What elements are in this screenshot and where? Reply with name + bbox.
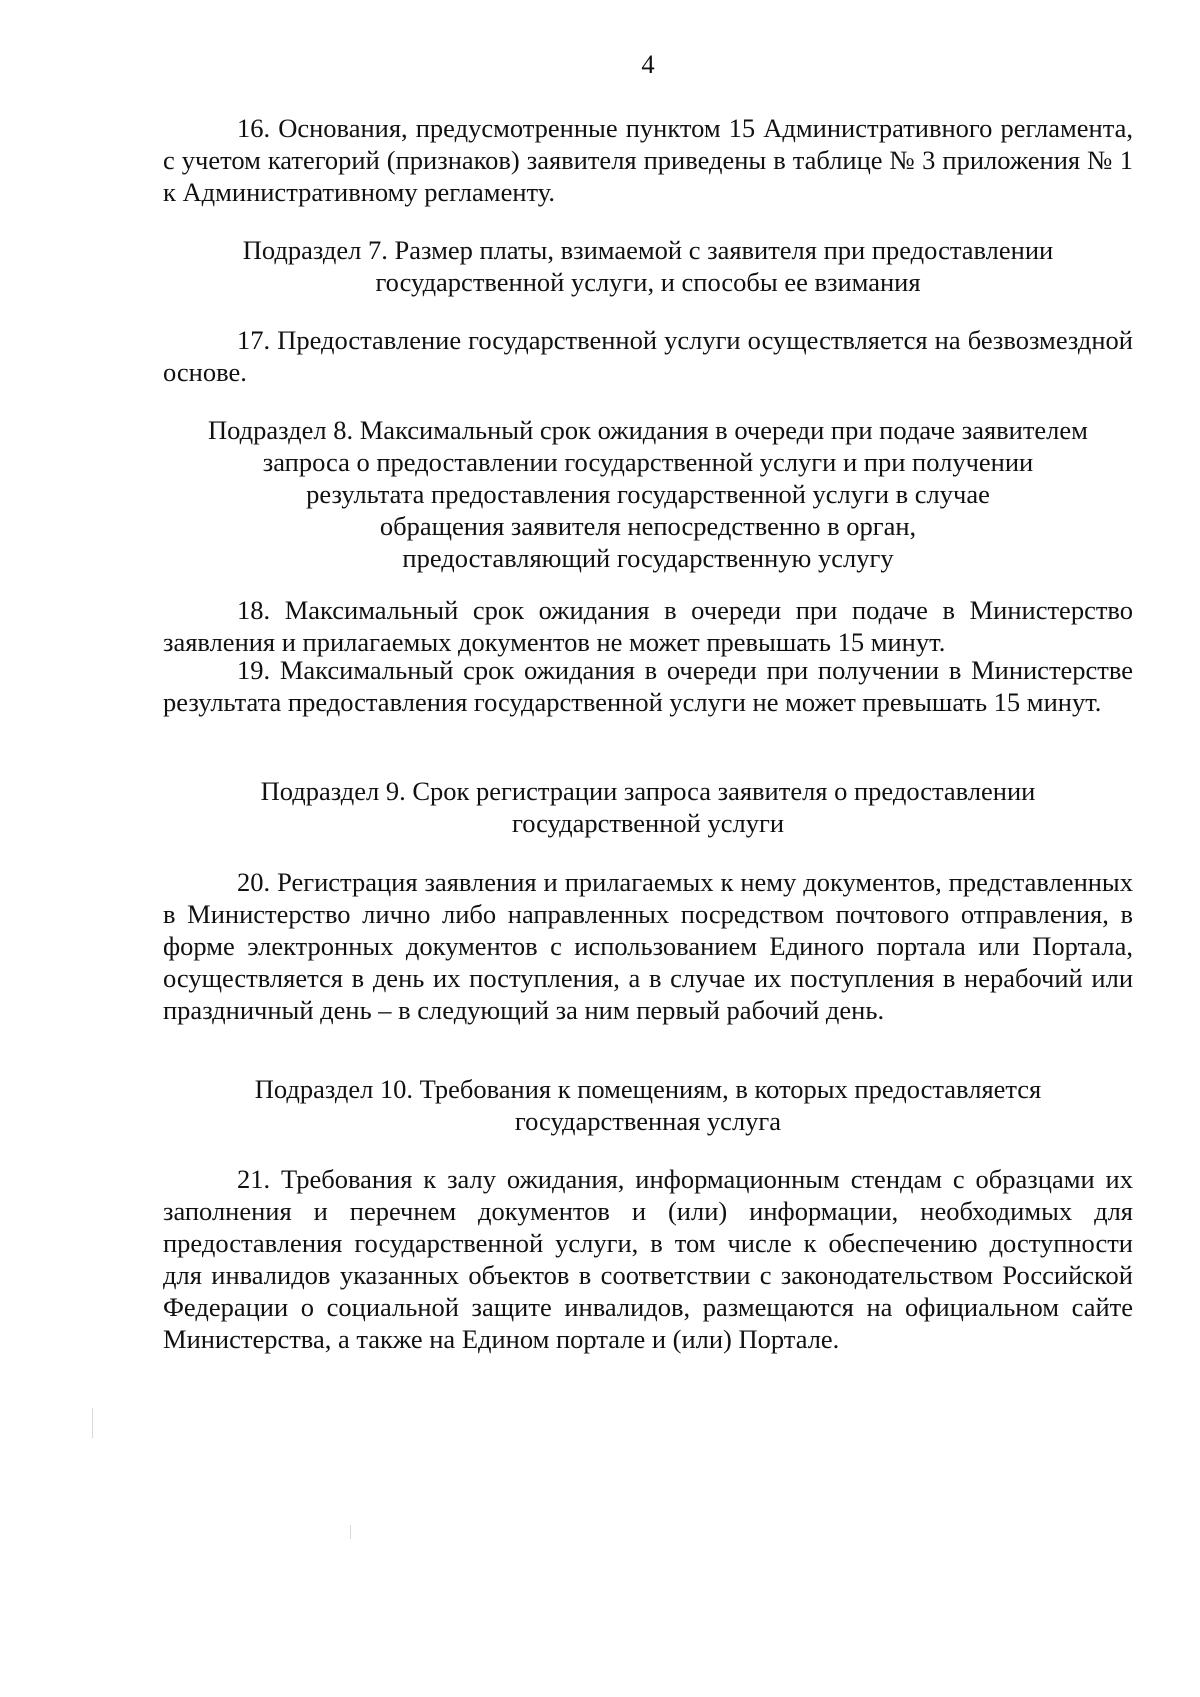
heading-subsection-8 [163, 414, 1133, 574]
paragraph-20-text: 20. Регистрация заявления и прилагаемых к нему документов, представленных в Министерство лично либо направленных посредством почтового отправления, в форме электронных документов с использованием Единого портала или Портала, осуществляется в день их поступления, а в случае их поступления в нерабочий или праздничный день – в следующий за ним первый рабочий день. [163, 867, 1133, 1025]
page-number: 4 [641, 49, 655, 79]
scan-artifact [92, 1408, 93, 1438]
heading-subsection-10 [163, 1073, 1133, 1137]
heading-8-line-3: результата предоставления государственной услуги в случае [306, 479, 990, 509]
paragraph-16-text: 16. Основания, предусмотренные пунктом 15 Административного регламента, с учетом категорий (признаков) заявителя приведены в таблице № 3 приложения № 1 к Административному регламенту. [163, 113, 1133, 207]
heading-7-line-1: Подраздел 7. Размер платы, взимаемой с заявителя при предоставлении [242, 235, 1054, 265]
paragraph-21-text: 21. Требования к залу ожидания, информационным стендам с образцами их заполнения и перечнем документов и (или) информации, необходимых для предоставления государственной услуги, в том числе к обеспечению доступности для инвалидов указанных объектов в соответствии с законодательством Российской Федерации о социальной защите инвалидов, размещаются на официальном сайте Министерства, а также на Едином портале и (или) Портале. [163, 1164, 1133, 1354]
paragraph-19 [163, 654, 1133, 718]
paragraph-18 [163, 594, 1133, 658]
paragraph-20 [163, 866, 1133, 1026]
heading-10-line-1: Подраздел 10. Требования к помещениям, в которых предоставляется [254, 1074, 1042, 1104]
heading-7-line-2: государственной услуги, и способы ее взимания [375, 267, 921, 297]
heading-8-line-2: запроса о предоставлении государственной услуги и при получении [262, 447, 1034, 477]
paragraph-19-text: 19. Максимальный срок ожидания в очереди при получении в Министерстве результата предоставления государственной услуги не может превышать 15 минут. [163, 655, 1133, 717]
paragraph-17 [163, 324, 1133, 388]
scan-artifact [350, 1525, 351, 1539]
heading-9-line-1: Подраздел 9. Срок регистрации запроса заявителя о предоставлении [260, 776, 1036, 806]
heading-9-line-2: государственной услуги [511, 808, 785, 838]
paragraph-17-text: 17. Предоставление государственной услуги осуществляется на безвозмездной основе. [163, 325, 1133, 387]
heading-8-line-5: предоставляющий государственную услугу [402, 543, 894, 573]
paragraph-18-text: 18. Максимальный срок ожидания в очереди при подаче в Министерство заявления и прилагаемых документов не может превышать 15 минут. [163, 595, 1133, 657]
heading-8-line-4: обращения заявителя непосредственно в орган, [379, 511, 917, 541]
paragraph-21 [163, 1163, 1133, 1355]
heading-8-line-1: Подраздел 8. Максимальный срок ожидания в очереди при подаче заявителем [208, 415, 1088, 445]
paragraph-16 [163, 112, 1133, 208]
heading-10-line-2: государственная услуга [514, 1106, 782, 1136]
heading-subsection-7 [163, 234, 1133, 298]
heading-subsection-9 [163, 775, 1133, 839]
